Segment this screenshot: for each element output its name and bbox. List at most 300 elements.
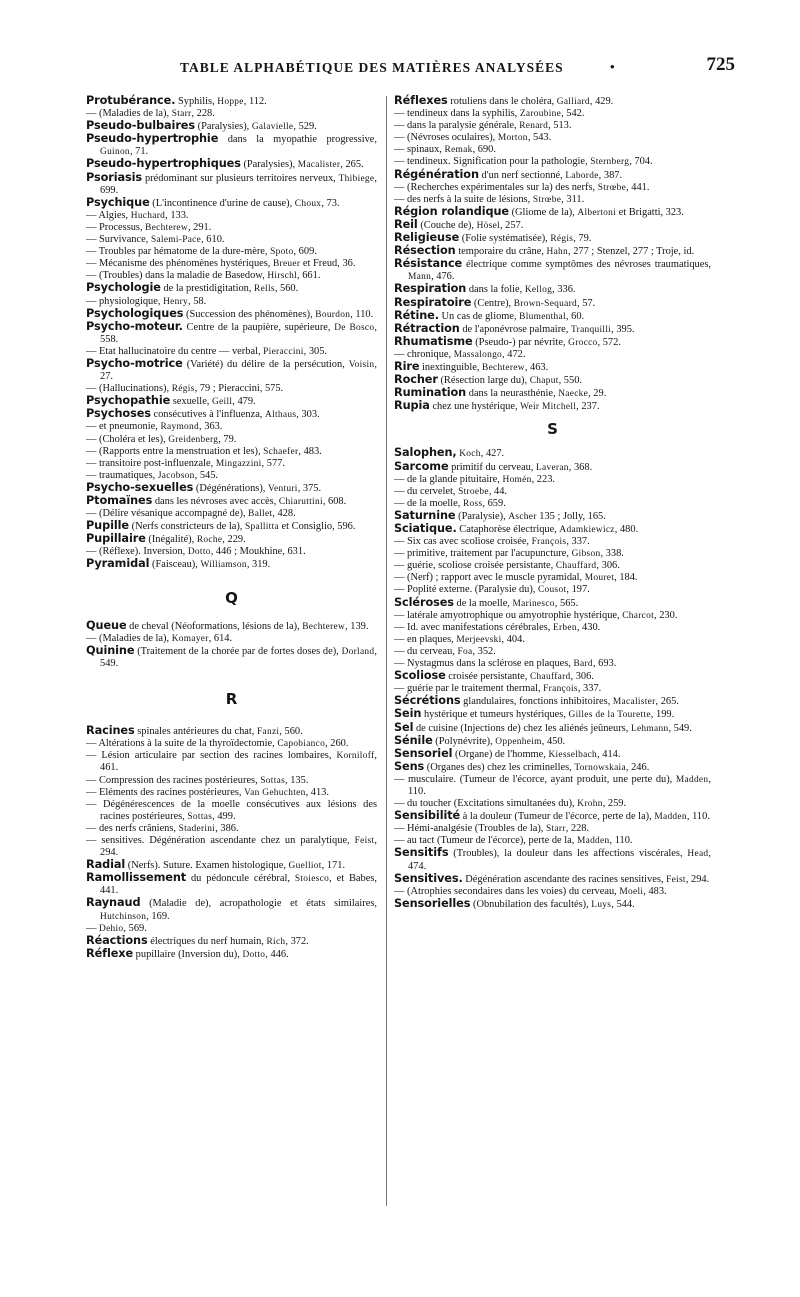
entry-reference: , 661. xyxy=(297,270,321,282)
entry-text: (Paralysie), xyxy=(458,510,509,522)
entry-text: — du cerveau, xyxy=(394,645,458,657)
entry-author: Salemi-Pace xyxy=(150,235,202,246)
entry-reference: , 337. xyxy=(577,683,602,695)
entry-reference: , 472. xyxy=(502,348,526,360)
entry-author: Rells xyxy=(254,284,275,295)
entry-headword: Radial xyxy=(86,858,126,872)
entry-reference: , 446 ; Moukhine, 631. xyxy=(210,546,306,558)
entry-text: (Dégénérations), xyxy=(195,482,269,494)
entry-reference: , 79. xyxy=(573,233,592,245)
entry-author: Homén xyxy=(502,474,532,485)
entry-author: Charcot xyxy=(622,610,655,621)
entry-reference: , 305. xyxy=(303,345,328,357)
entry-text: — (Nerf) ; rapport avec le muscle pyramidal, xyxy=(394,572,585,584)
entry-reference: , 110. xyxy=(350,308,374,320)
index-entry xyxy=(394,560,711,572)
entry-text: de la moelle, xyxy=(456,597,513,609)
entry-reference: , 550. xyxy=(558,375,582,387)
entry-text: — (Atrophies secondaires dans les voies) du cerveau, xyxy=(394,885,620,897)
entry-reference: , 549. xyxy=(668,722,692,734)
entry-reference: , 60. xyxy=(565,310,585,322)
entry-headword: Queue xyxy=(86,618,127,632)
entry-author: Cousot xyxy=(538,585,567,596)
index-entry xyxy=(394,708,711,721)
entry-text: — des nerfs crâniens, xyxy=(86,822,179,834)
entry-text: — Id. avec manifestations cérébrales, xyxy=(394,621,553,633)
entry-reference: , 319. xyxy=(246,559,271,571)
index-entry xyxy=(394,572,711,584)
entry-headword: Régénération xyxy=(394,167,479,181)
entry-reference: , 372. xyxy=(285,935,309,947)
index-entry xyxy=(86,787,377,799)
entry-text: — sensitives. Dégénération ascendante chez un paralytique, xyxy=(86,834,355,846)
entry-reference: , 73. xyxy=(321,197,340,209)
entry-author: Breuer xyxy=(273,259,301,270)
entry-reference: , 368. xyxy=(568,461,593,473)
index-entry xyxy=(394,536,711,548)
entry-author: Van Gehuchten xyxy=(244,787,306,798)
index-entry xyxy=(394,474,711,486)
entry-headword: Réflexes xyxy=(394,94,448,107)
index-entry xyxy=(86,799,377,823)
entry-author: Régis xyxy=(171,384,195,395)
index-entry xyxy=(86,948,377,961)
entry-author: Spallitta xyxy=(245,522,279,533)
entry-author: Huchard xyxy=(130,210,166,221)
entry-reference: , 265. xyxy=(340,159,364,171)
entry-text: (Couche de), xyxy=(420,219,477,231)
entry-reference: , 513. xyxy=(548,120,572,132)
entry-reference: et Consiglio, 596. xyxy=(278,521,356,533)
entry-text: (Obnubilation des facultés), xyxy=(472,898,592,910)
entry-author: Dorland xyxy=(341,646,375,657)
entry-author: Spoto xyxy=(270,247,294,258)
entry-author: Strœbe xyxy=(532,194,562,205)
entry-headword: Scléroses xyxy=(394,595,454,609)
entry-reference: , 545. xyxy=(194,469,219,481)
index-entry xyxy=(394,387,711,400)
entry-reference: , 560. xyxy=(274,283,299,295)
entry-headword: Sarcome xyxy=(394,459,449,473)
entry-text: de cuisine (Injections de) chez les aliénés jeûneurs, xyxy=(415,722,631,734)
entry-reference: et Brigatti, 323. xyxy=(616,206,684,218)
entry-author: Staderini xyxy=(178,823,216,834)
entry-text: croisée persistante, xyxy=(448,671,530,683)
entry-reference: , 690. xyxy=(472,144,496,156)
entry-reference: , 577. xyxy=(261,457,285,469)
entry-headword: Sensitifs xyxy=(394,846,449,860)
entry-author: Sottas xyxy=(260,775,286,786)
entry-reference: , 474. xyxy=(408,848,711,872)
entry-reference: , et Babes, 441. xyxy=(100,873,377,897)
entry-text: chez une hystérique, xyxy=(432,401,521,413)
running-title: TABLE ALPHABÉTIQUE DES MATIÈRES ANALYSÉES xyxy=(180,60,564,75)
entry-text: — Lésion articulaire par section des racines lombaires, xyxy=(86,750,337,762)
entry-headword: Raynaud xyxy=(86,896,141,910)
entry-reference: , 229. xyxy=(222,534,246,546)
entry-headword: Psycho-moteur. xyxy=(86,319,183,333)
entry-headword: Rire xyxy=(394,359,420,373)
entry-headword: Pupille xyxy=(86,519,129,533)
entry-reference: , 259. xyxy=(602,798,627,810)
entry-reference: , 549. xyxy=(100,645,377,669)
entry-text: dans la myopathie progressive, xyxy=(227,134,377,146)
entry-text: — Troubles par hématome de la dure-mère, xyxy=(86,246,271,258)
entry-headword: Sensibilité xyxy=(394,809,461,823)
entry-reference: , 608. xyxy=(322,496,347,507)
entry-headword: Psychoses xyxy=(86,407,151,421)
entry-author: Oppenheim xyxy=(495,736,542,747)
entry-reference: , 609. xyxy=(293,246,317,258)
entry-author: Venturi xyxy=(268,483,298,494)
entry-reference: , 614. xyxy=(208,632,233,644)
entry-author: Chauffard xyxy=(555,561,597,572)
entry-headword: Saturnine xyxy=(394,508,456,522)
entry-headword: Rétine. xyxy=(394,308,439,322)
entry-text: (Nerfs constricteurs de la), xyxy=(131,521,245,533)
index-entry xyxy=(86,750,377,774)
entry-author: Galliard xyxy=(556,97,590,107)
entry-author: Guinon xyxy=(100,147,130,158)
entry-headword: Respiration xyxy=(394,282,467,296)
entry-reference: , 413. xyxy=(305,786,329,798)
entry-text: glandulaires, fonctions inhibitoires, xyxy=(463,696,613,708)
entry-author: Mouret xyxy=(584,573,615,584)
index-entry xyxy=(394,634,711,646)
entry-reference: , 544. xyxy=(611,898,635,910)
index-entry xyxy=(394,461,711,474)
entry-reference: , 306. xyxy=(596,560,620,572)
entry-headword: Reil xyxy=(394,217,418,231)
entry-author: Madden xyxy=(654,812,687,823)
entry-reference: , 699. xyxy=(100,172,377,196)
entry-reference: , 430. xyxy=(576,621,601,633)
entry-reference: , 44. xyxy=(488,485,507,497)
index-entry xyxy=(86,823,377,835)
entry-headword: Religieuse xyxy=(394,231,460,245)
entry-text: (Traitement de la chorée par de fortes doses de), xyxy=(137,645,342,657)
index-entry xyxy=(86,725,377,738)
entry-reference: , 139. xyxy=(345,620,369,632)
entry-reference: , 294. xyxy=(100,834,377,859)
index-entry xyxy=(86,835,377,859)
entry-reference: , 659. xyxy=(482,497,506,509)
index-entry xyxy=(394,132,711,144)
entry-author: Chiaruttini xyxy=(278,497,323,507)
entry-author: Voisin xyxy=(348,359,375,370)
index-entry xyxy=(86,408,377,421)
entry-author: Capobianco xyxy=(277,739,326,750)
entry-text: (Faisceau), xyxy=(151,559,201,571)
entry-reference: et Freud, 36. xyxy=(300,258,356,270)
entry-author: Albertoni xyxy=(577,207,617,218)
entry-text: — (Hallucinations), xyxy=(86,383,172,395)
entry-author: Madden xyxy=(675,774,709,785)
entry-reference: , 499. xyxy=(212,810,236,822)
index-entry xyxy=(394,695,711,708)
entry-author: Remak xyxy=(444,145,473,156)
entry-author: Hahn xyxy=(546,247,569,258)
index-entry xyxy=(86,872,377,897)
entry-reference: , 395. xyxy=(611,323,635,335)
entry-text: (Résection large du), xyxy=(440,375,530,387)
index-entry xyxy=(86,533,377,546)
index-entry xyxy=(394,748,711,761)
entry-author: Dotto xyxy=(242,949,266,960)
page-header xyxy=(100,56,735,86)
entry-text: — Mécanisme des phénomènes hystériques, xyxy=(86,258,273,270)
entry-text: hystérique et tumeurs hystériques, xyxy=(423,709,569,721)
entry-reference: , 133. xyxy=(165,209,189,221)
entry-author: Korniloff xyxy=(336,751,375,762)
entry-author: Raymond xyxy=(160,422,200,433)
index-entry xyxy=(394,120,711,132)
index-entry xyxy=(394,722,711,735)
entry-reference: , 338. xyxy=(600,548,624,560)
entry-reference: , 610. xyxy=(201,234,225,246)
entry-author: Galavielle xyxy=(251,122,294,133)
entry-reference: , 228. xyxy=(191,108,215,120)
index-entry xyxy=(86,738,377,750)
entry-headword: Sensitives. xyxy=(394,871,463,885)
entry-text: — latérale amyotrophique ou amyotrophie hystérique, xyxy=(394,609,623,621)
entry-author: Brown-Sequard xyxy=(513,298,577,309)
index-entry xyxy=(394,206,711,219)
entry-author: Kiesselbach xyxy=(548,749,598,760)
entry-text: — en plaques, xyxy=(394,633,457,645)
entry-headword: Ramollissement xyxy=(86,871,187,885)
entry-author: Macalister xyxy=(612,697,656,708)
index-entry xyxy=(394,597,711,610)
entry-author: Chaput xyxy=(529,376,559,387)
entry-reference: , 199. xyxy=(650,709,675,721)
index-entry xyxy=(86,95,377,108)
entry-text: Centre de la paupière, supérieure, xyxy=(186,321,335,333)
entry-reference: , 704. xyxy=(629,156,653,168)
entry-reference: , 257. xyxy=(499,219,524,231)
entry-reference: , 184. xyxy=(614,572,638,584)
index-entry xyxy=(86,421,377,433)
entry-headword: Réactions xyxy=(86,933,148,947)
entry-reference: , 171. xyxy=(321,860,346,872)
entry-text: dans la neurasthénie, xyxy=(468,388,559,400)
entry-author: Ascher xyxy=(508,511,537,522)
entry-author: Moeli xyxy=(619,886,644,897)
entry-text: — (Maladies de la), xyxy=(86,632,172,644)
index-entry xyxy=(86,458,377,470)
index-column-left xyxy=(86,95,377,961)
entry-text: (Nerfs). Suture. Examen histologique, xyxy=(127,860,289,872)
entry-text: — Altérations à la suite de la thyroïdectomie, xyxy=(86,738,278,750)
index-entry xyxy=(394,823,711,835)
entry-author: Pieraccini xyxy=(263,346,304,357)
entry-author: Strœbe xyxy=(597,182,627,193)
entry-headword: Pseudo-bulbaires xyxy=(86,119,195,133)
entry-text: — Dégénérescences de la moelle consécutives aux lésions des racines postérieures, xyxy=(86,798,377,822)
index-entry xyxy=(394,144,711,156)
index-entry xyxy=(394,622,711,634)
index-entry xyxy=(394,548,711,560)
entry-reference: , 479. xyxy=(232,396,256,408)
index-entry xyxy=(86,558,377,571)
entry-headword: Rétraction xyxy=(394,321,460,335)
entry-headword: Résection xyxy=(394,244,456,258)
entry-author: Starr xyxy=(545,824,566,835)
entry-author: Lehmann xyxy=(630,723,669,734)
index-entry xyxy=(86,246,377,258)
entry-headword: Sens xyxy=(394,759,425,773)
entry-text: prédominant sur plusieurs territoires nerveux, xyxy=(144,172,339,184)
entry-reference: , 461. xyxy=(100,750,377,774)
entry-text: électrique comme symptômes des névroses traumatiques, xyxy=(466,259,711,271)
entry-headword: Psychologie xyxy=(86,281,161,295)
entry-reference: , 110. xyxy=(609,835,633,847)
entry-author: Erben xyxy=(552,622,577,633)
entry-reference: , 223. xyxy=(531,473,555,485)
entry-text: (Inégalité), xyxy=(148,534,197,546)
entry-reference: , 29. xyxy=(588,388,607,400)
entry-text: — (Maladies de la), xyxy=(86,108,172,120)
entry-text: Dégénération ascendante des racines sensitives, xyxy=(465,873,667,885)
entry-author: Bard xyxy=(573,659,593,670)
entry-reference: , 558. xyxy=(100,321,377,345)
entry-text: — de la moelle, xyxy=(394,497,463,509)
entry-text: — (Névroses oculaires), xyxy=(394,132,498,144)
entry-text: sexuelle, xyxy=(172,396,213,408)
entry-text: dans les névroses avec accès, xyxy=(154,496,279,507)
index-entry xyxy=(86,133,377,158)
entry-author: Adamkiewicz xyxy=(559,525,615,535)
entry-text: du pédoncule cérébral, xyxy=(190,873,295,885)
entry-reference: , 260. xyxy=(325,738,349,750)
entry-author: De Bosco xyxy=(334,322,375,333)
entry-reference: , 572. xyxy=(597,336,621,348)
entry-text: dans la folie, xyxy=(468,284,525,296)
entry-reference: , 306. xyxy=(570,671,594,683)
entry-reference: , 427. xyxy=(480,448,505,460)
entry-text: — Six cas avec scoliose croisée, xyxy=(394,536,532,548)
entry-reference: , 112. xyxy=(243,96,267,107)
entry-author: Thibiege xyxy=(338,173,375,184)
entry-text: — guérie, scoliose croisée persistante, xyxy=(394,560,556,572)
entry-text: — Processus, xyxy=(86,221,146,233)
entry-headword: Scoliose xyxy=(394,669,446,683)
entry-author: Althaus xyxy=(265,410,297,421)
entry-reference: , 311. xyxy=(561,193,585,205)
entry-reference: , 337. xyxy=(566,536,590,548)
entry-author: Bechterew xyxy=(145,222,188,233)
entry-text: — primitive, traitement par l'acupuncture, xyxy=(394,548,572,560)
entry-headword: Pupillaire xyxy=(86,532,146,546)
entry-text: (Centre), xyxy=(473,297,514,309)
entry-text: de l'aponévrose palmaire, xyxy=(462,323,571,335)
entry-author: Bechterew xyxy=(302,621,346,632)
entry-headword: Sein xyxy=(394,707,422,721)
index-entry xyxy=(86,258,377,270)
entry-text: — transitoire post-influenzale, xyxy=(86,457,216,469)
entry-text: rotuliens dans le choléra, xyxy=(450,96,557,107)
index-entry xyxy=(86,508,377,520)
entry-author: Marinesco xyxy=(512,598,555,609)
entry-text: — Compression des racines postérieures, xyxy=(86,774,261,786)
index-entry xyxy=(394,898,711,911)
entry-reference: , 386. xyxy=(215,822,239,834)
entry-author: Mann xyxy=(408,272,432,283)
entry-headword: Rupia xyxy=(394,399,430,413)
entry-reference: , 375. xyxy=(297,482,322,494)
entry-text: — Nystagmus dans la sclérose en plaques, xyxy=(394,658,574,670)
index-entry xyxy=(86,282,377,295)
entry-reference: , 569. xyxy=(123,922,147,934)
entry-text: (Organes des) chez les criminelles, xyxy=(426,761,575,773)
entry-author: Naecke xyxy=(558,389,589,400)
entry-reference: , 237. xyxy=(576,401,600,413)
index-entry xyxy=(394,670,711,683)
entry-reference: , 58. xyxy=(188,295,207,307)
entry-text: — au tact (Tumeur de l'écorce), perte de la, xyxy=(394,835,577,847)
entry-reference: , 543. xyxy=(527,132,552,144)
entry-headword: Respiratoire xyxy=(394,295,472,309)
header-dot: • xyxy=(610,59,615,74)
entry-headword: Sécrétions xyxy=(394,694,461,708)
entry-reference: , 197. xyxy=(566,584,590,596)
entry-text: Cataphorèse électrique, xyxy=(459,524,560,535)
index-entry xyxy=(394,400,711,413)
entry-reference: , 246. xyxy=(625,761,650,773)
index-entry xyxy=(394,810,711,823)
index-entry xyxy=(394,258,711,283)
entry-text: — physiologique, xyxy=(86,295,164,307)
index-entry xyxy=(86,897,377,922)
entry-text: — Algies, xyxy=(86,209,131,221)
entry-reference: 135 ; Jolly, 165. xyxy=(536,510,606,522)
entry-reference: , 693. xyxy=(592,658,617,670)
entry-headword: Rhumatisme xyxy=(394,334,473,348)
entry-reference: , 441. xyxy=(626,181,650,193)
entry-text: — dans la paralysie générale, xyxy=(394,120,520,132)
entry-author: Greidenberg xyxy=(168,434,219,445)
entry-text: — du cervelet, xyxy=(394,485,459,497)
entry-author: Feist xyxy=(666,874,686,885)
entry-reference: , 542. xyxy=(561,108,585,120)
entry-reference: , 414. xyxy=(597,748,621,760)
entry-text: — spinaux, xyxy=(394,144,445,156)
entry-author: Ross xyxy=(462,498,483,509)
entry-headword: Région rolandique xyxy=(394,204,509,218)
entry-text: spinales antérieures du chat, xyxy=(137,726,257,738)
entry-author: Laveran xyxy=(535,462,569,473)
entry-text: (Gliome de la), xyxy=(511,206,578,218)
entry-reference: , 429. xyxy=(589,96,614,107)
index-entry xyxy=(86,197,377,210)
entry-text: — traumatiques, xyxy=(86,469,158,481)
entry-text: (Paralysies), xyxy=(197,121,252,133)
entry-text: — Poplité externe. (Paralysie du), xyxy=(394,584,538,596)
index-column-right xyxy=(394,95,711,911)
entry-author: Krohn xyxy=(577,799,603,810)
entry-headword: Rumination xyxy=(394,386,467,400)
entry-text: (Paralysies), xyxy=(243,159,298,171)
index-entry xyxy=(394,847,711,872)
section-letter-q: Q xyxy=(225,588,238,607)
entry-headword: Sensoriel xyxy=(394,746,453,760)
entry-text: — du toucher (Excitations simultanées du), xyxy=(394,798,578,810)
entry-reference: , 336. xyxy=(552,284,576,296)
index-entry xyxy=(394,336,711,349)
entry-author: Bechterew xyxy=(482,362,525,373)
entry-reference: , 27. xyxy=(100,358,377,383)
entry-text: (L'incontinence d'urine de cause), xyxy=(152,197,295,209)
